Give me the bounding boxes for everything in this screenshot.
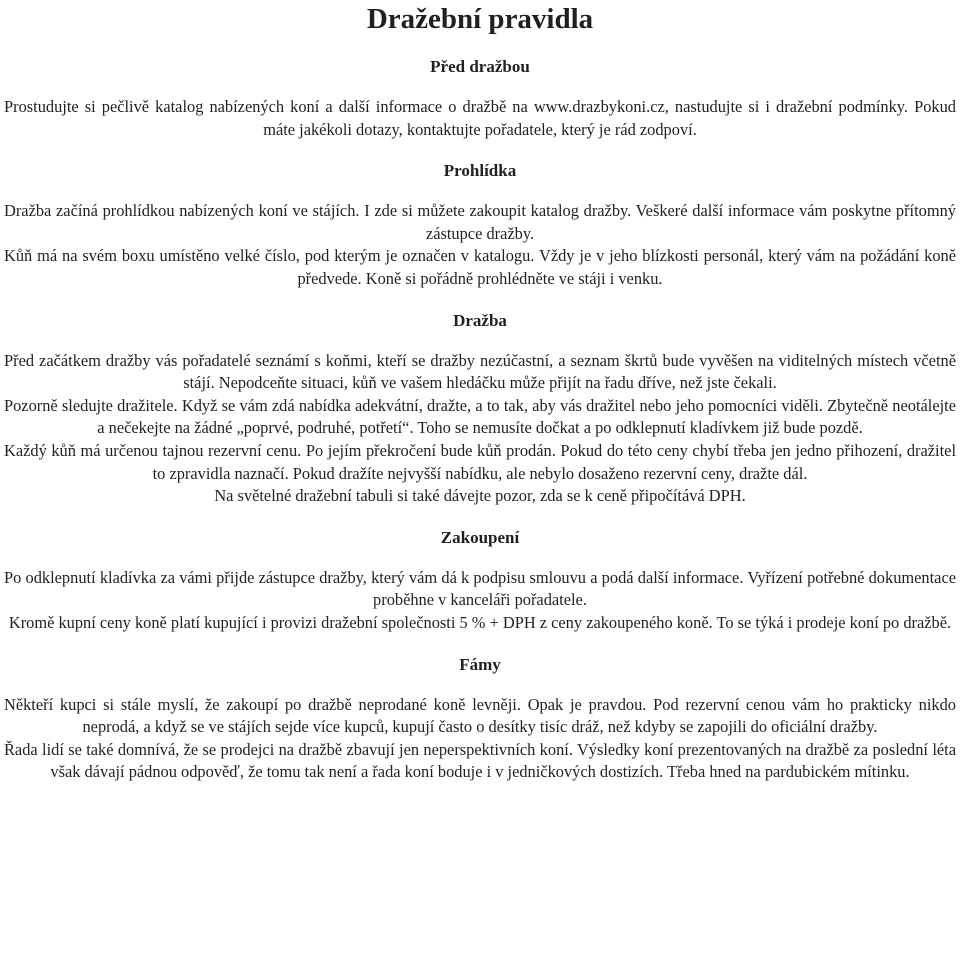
paragraph: Někteří kupci si stále myslí, že zakoupí po dražbě neprodané koně levněji. Opak je pravdou. Pod rezervní cenou vám ho prakticky nikdo neprodá, a když se ve stájích sejde více kupců, kupují často o desítky tisíc dráž, než kdyby se zapojili do oficiální dražby. xyxy=(4,694,956,737)
paragraph: Na světelné dražební tabuli si také dávejte pozor, zda se k ceně připočítává DPH. xyxy=(214,486,746,506)
paragraph: Prostudujte si pečlivě katalog nabízených koní a další informace o dražbě na www.drazbykoni.cz, nastudujte si i dražební podmínky. Pokud máte jakékoli dotazy, kontaktujte pořadatele, který je rád zodpoví. xyxy=(4,97,956,139)
document-title: Dražební pravidla xyxy=(366,3,594,35)
paragraph: Před začátkem dražby vás pořadatelé seznámí s koňmi, kteří se dražby nezúčastní, a seznam škrtů bude vyvěšen na viditelných místech včetně stájí. Nepodceňte situaci, kůň ve vašem hledáčku může přijít na řadu dříve, než jste čekali. xyxy=(4,350,956,393)
section-heading: Dražba xyxy=(453,310,507,330)
section-heading: Před dražbou xyxy=(430,57,530,76)
paragraph: Pozorně sledujte dražitele. Když se vám zdá nabídka adekvátní, dražte, a to tak, aby vás dražitel nebo jeho pomocníci viděli. Zbytečně neotálejte a nečekejte na žádné „poprvé, podruhé, potřetí“. Toho se nemusíte dočkat a po odklepnutí kladívkem již bude pozdě. xyxy=(4,395,956,438)
paragraph: Kromě kupní ceny koně platí kupující i provizi dražební společnosti 5 % + DPH z ceny zakoupeného koně. To se týká i prodeje koní po dražbě. xyxy=(8,612,952,632)
section-heading: Zakoupení xyxy=(440,527,520,547)
section-heading: Fámy xyxy=(459,654,501,674)
section-pred-drazbou xyxy=(4,56,956,141)
section-drazba xyxy=(4,310,956,508)
paragraph: Dražba začíná prohlídkou nabízených koní ve stájích. I zde si můžete zakoupit katalog dražby. Veškeré další informace vám poskytne přítomný zástupce dražby. xyxy=(4,201,956,243)
section-prohlidka xyxy=(4,160,956,290)
paragraph: Každý kůň má určenou tajnou rezervní cenu. Po jejím překročení bude kůň prodán. Pokud do této ceny chybí třeba jen jedno přihození, dražitel to zpravidla naznačí. Pokud dražíte nejvyšší nabídku, ale nebylo dosaženo rezervní ceny, dražte dál. xyxy=(4,440,956,483)
paragraph: Kůň má na svém boxu umístěno velké číslo, pod kterým je označen v katalogu. Vždy je v jeho blízkosti personál, který vám na požádání koně předvede. Koně si pořádně prohlédněte ve stáji i venku. xyxy=(4,246,956,288)
section-heading: Prohlídka xyxy=(443,161,517,181)
paragraph: Po odklepnutí kladívka za vámi přijde zástupce dražby, který vám dá k podpisu smlouvu a podá další informace. Vyřízení potřebné dokumentace proběhne v kanceláři pořadatele. xyxy=(4,567,956,610)
section-famy xyxy=(4,654,956,784)
paragraph: Řada lidí se také domnívá, že se prodejci na dražbě zbavují jen neperspektivních koní. Výsledky koní prezentovaných na dražbě za poslední léta však dávají pádnou odpověď, že tomu tak není a řada koní boduje i v jedničkových dostizích. Třeba hned na pardubickém mítinku. xyxy=(4,739,956,782)
section-zakoupeni xyxy=(4,527,956,635)
